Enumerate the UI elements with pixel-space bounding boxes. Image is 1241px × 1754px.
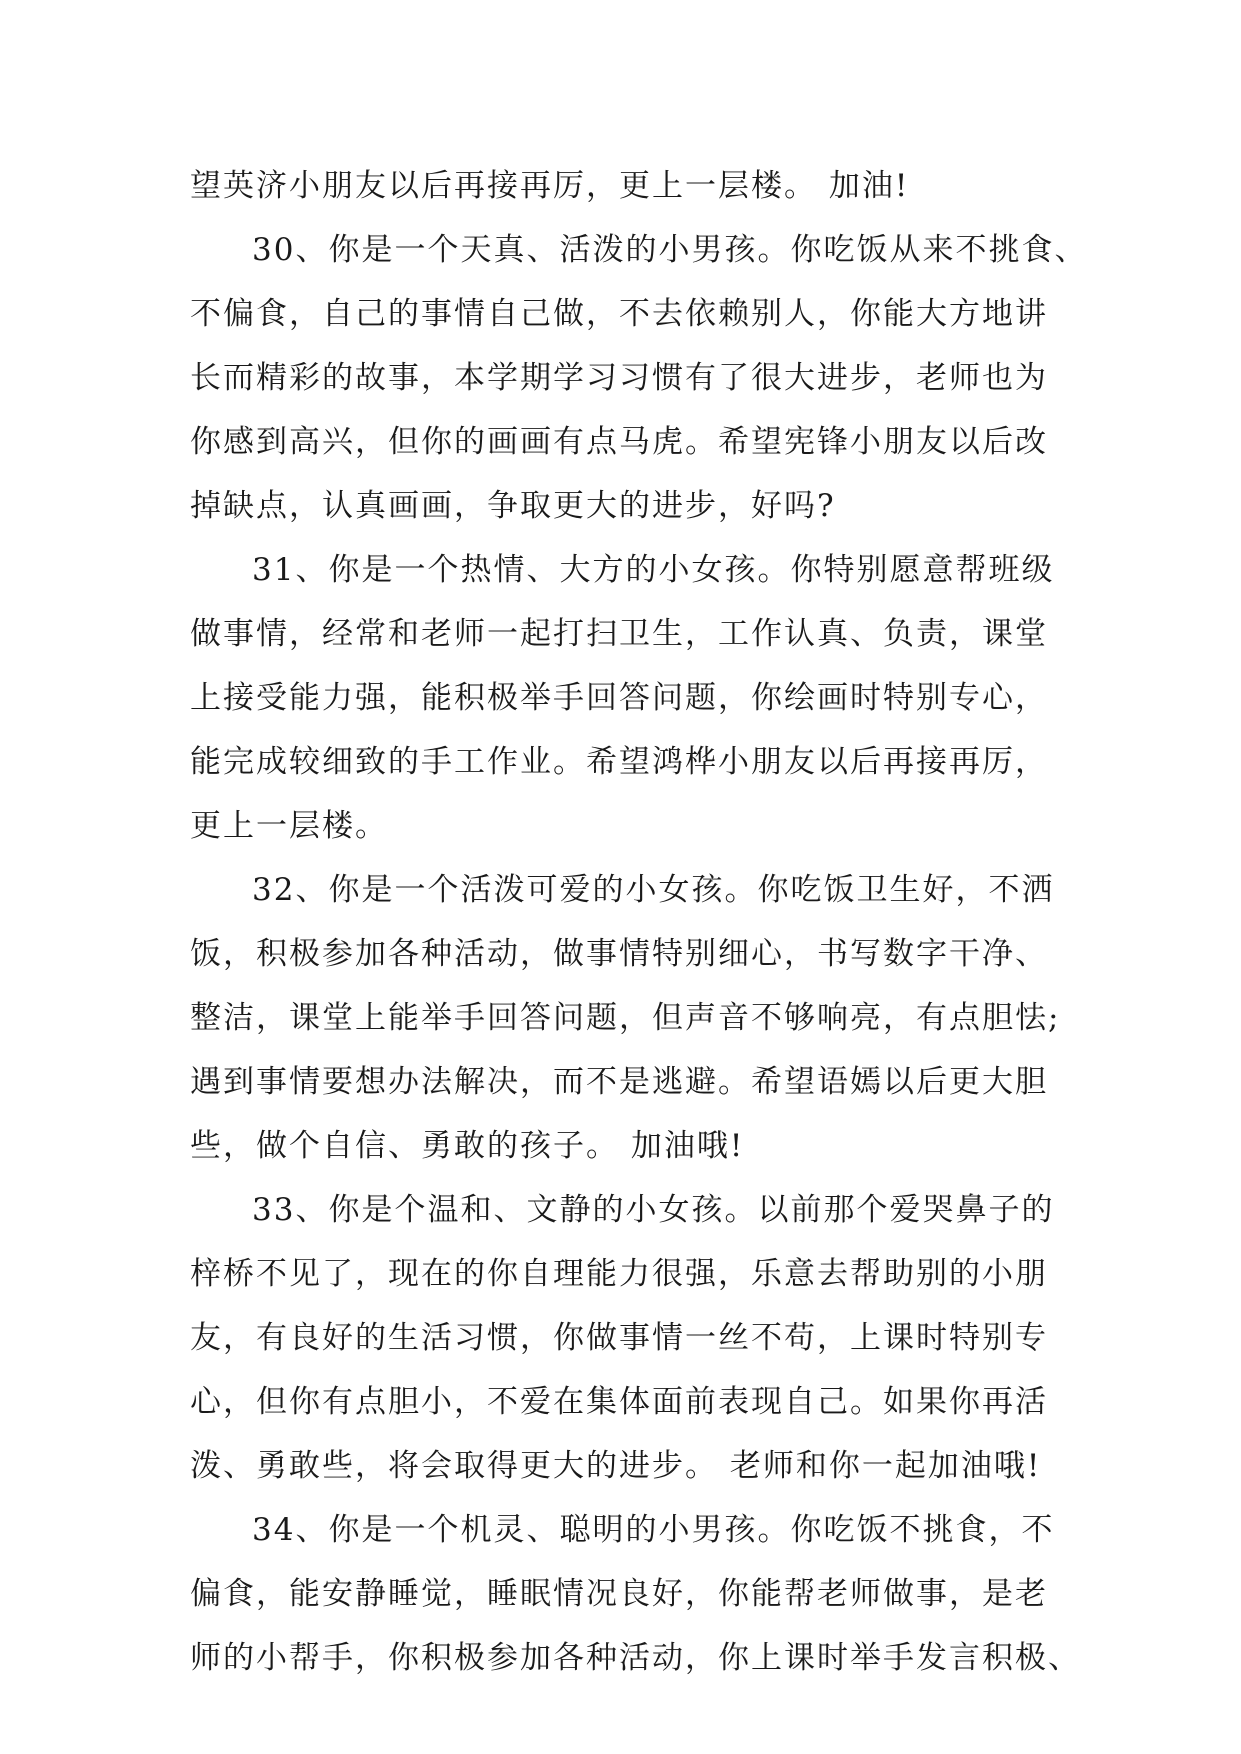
text-line: 梓桥不见了，现在的你自理能力很强，乐意去帮助别的小朋 bbox=[190, 1256, 1048, 1292]
text-line: 师的小帮手，你积极参加各种活动，你上课时举手发言积极、 bbox=[190, 1640, 1081, 1676]
text-line: 望英济小朋友以后再接再厉，更上一层楼。 加油! bbox=[190, 168, 910, 204]
paragraph-start-line: 30、你是一个天真、活泼的小男孩。你吃饭从来不挑食、 bbox=[252, 232, 1088, 268]
text-line: 掉缺点，认真画画，争取更大的进步，好吗? bbox=[190, 488, 836, 524]
text-line: 整洁，课堂上能举手回答问题，但声音不够响亮，有点胆怯; bbox=[190, 1000, 1061, 1036]
paragraph-start-line: 34、你是一个机灵、聪明的小男孩。你吃饭不挑食，不 bbox=[252, 1512, 1055, 1548]
text-line: 友，有良好的生活习惯，你做事情一丝不苟，上课时特别专 bbox=[190, 1320, 1048, 1356]
text-line: 遇到事情要想办法解决，而不是逃避。希望语嫣以后更大胆 bbox=[190, 1064, 1048, 1100]
text-line: 偏食，能安静睡觉，睡眠情况良好，你能帮老师做事，是老 bbox=[190, 1576, 1048, 1612]
text-line: 些，做个自信、勇敢的孩子。 加油哦! bbox=[190, 1128, 745, 1164]
text-line: 长而精彩的故事，本学期学习习惯有了很大进步，老师也为 bbox=[190, 360, 1048, 396]
text-line: 泼、勇敢些，将会取得更大的进步。 老师和你一起加油哦! bbox=[190, 1448, 1042, 1484]
text-line: 你感到高兴，但你的画画有点马虎。希望宪锋小朋友以后改 bbox=[190, 424, 1048, 460]
text-line: 饭，积极参加各种活动，做事情特别细心，书写数字干净、 bbox=[190, 936, 1048, 972]
paragraph-start-line: 32、你是一个活泼可爱的小女孩。你吃饭卫生好，不洒 bbox=[252, 872, 1055, 908]
text-line: 不偏食，自己的事情自己做，不去依赖别人，你能大方地讲 bbox=[190, 296, 1048, 332]
text-line: 能完成较细致的手工作业。希望鸿桦小朋友以后再接再厉， bbox=[190, 744, 1048, 780]
paragraph-start-line: 33、你是个温和、文静的小女孩。以前那个爱哭鼻子的 bbox=[252, 1192, 1055, 1228]
text-line: 更上一层楼。 bbox=[190, 808, 388, 844]
text-line: 心，但你有点胆小，不爱在集体面前表现自己。如果你再活 bbox=[190, 1384, 1048, 1420]
text-line: 上接受能力强，能积极举手回答问题，你绘画时特别专心， bbox=[190, 680, 1048, 716]
document-body bbox=[190, 154, 1088, 1690]
paragraph-start-line: 31、你是一个热情、大方的小女孩。你特别愿意帮班级 bbox=[252, 552, 1055, 588]
text-line: 做事情，经常和老师一起打扫卫生，工作认真、负责，课堂 bbox=[190, 616, 1048, 652]
